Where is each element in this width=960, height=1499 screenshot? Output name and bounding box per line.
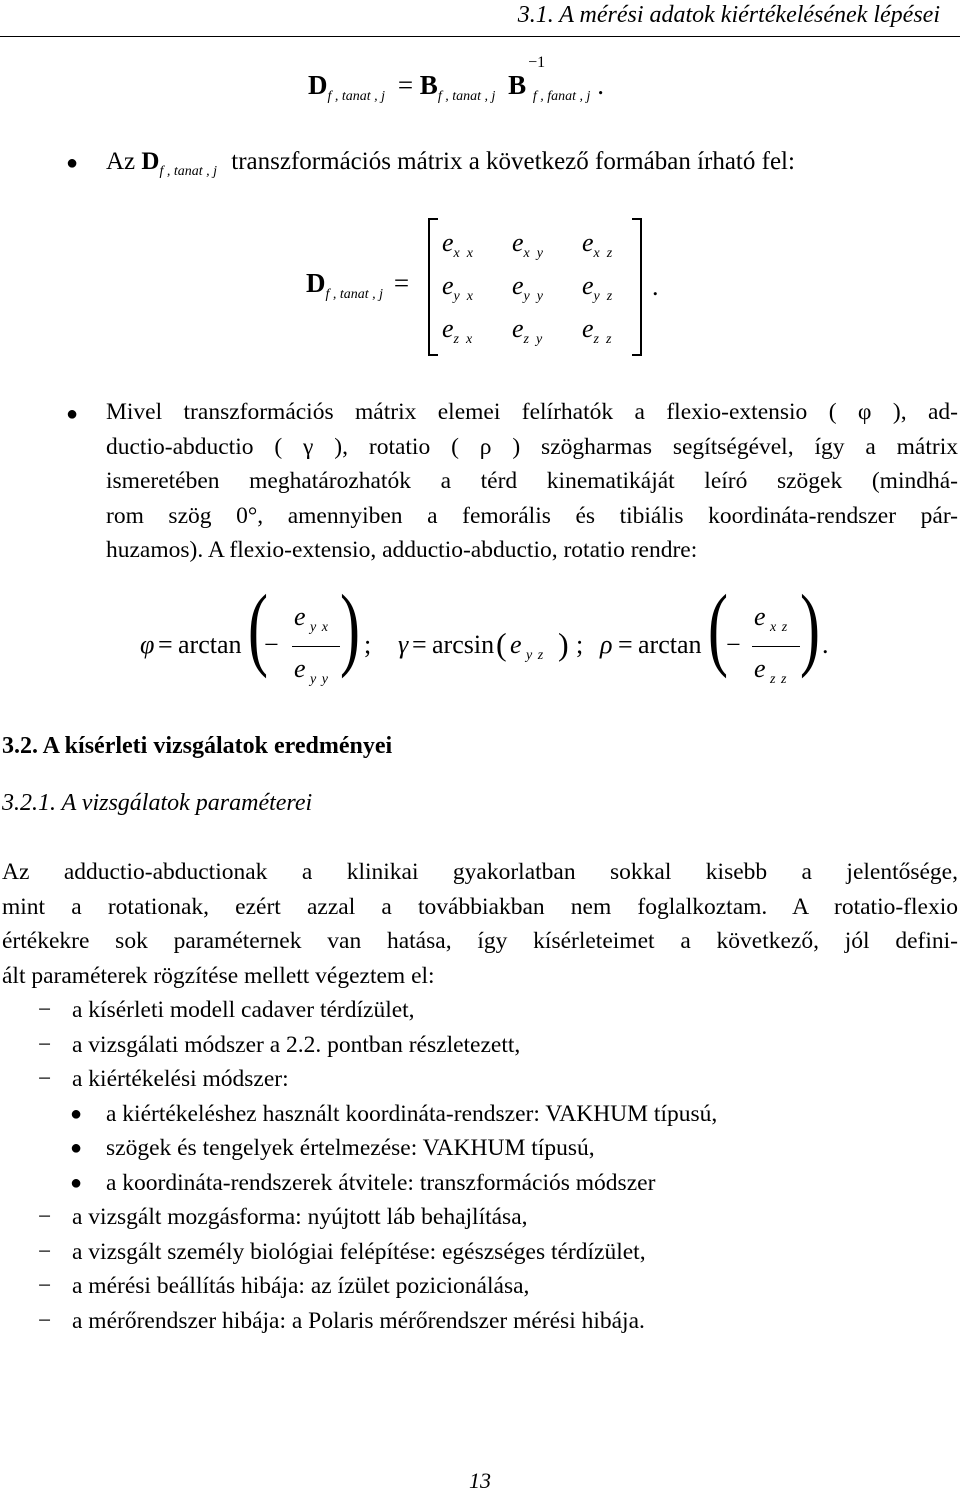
header-divider bbox=[0, 36, 960, 37]
matrix-cell: $e_{z z}$ bbox=[582, 314, 612, 347]
bullet-icon: ● bbox=[70, 1137, 83, 1159]
equation-d-product: $D_{f , tanat , j} = B_{f , tanat , j}$ B −1 $_{f , fanat , j}$ . bbox=[308, 54, 604, 104]
dash-icon: − bbox=[38, 1238, 52, 1265]
bullet-icon: ● bbox=[66, 152, 79, 174]
fraction-bar bbox=[292, 646, 340, 647]
dash-icon: − bbox=[38, 997, 52, 1023]
matrix-cell: $e_{x y}$ bbox=[512, 228, 543, 261]
list-item: ● a kiértékeléshez használt koordináta-rendszer: VAKHUM típusú, bbox=[0, 1097, 960, 1132]
right-paren: ) bbox=[340, 576, 360, 679]
matrix-cell: $e_{x z}$ bbox=[582, 228, 613, 261]
matrix-cell: $e_{y y}$ bbox=[512, 271, 543, 304]
matrix-lhs: $D_{f , tanat , j}$ = bbox=[306, 268, 410, 302]
parameter-list bbox=[0, 993, 960, 1338]
text-line: rom szög 0°, amennyiben a femorális és tibiális koordináta-rendszer pár- bbox=[106, 502, 958, 529]
dash-icon: − bbox=[38, 1273, 52, 1299]
list-item: − a mérési beállítás hibája: az ízület pozicionálása, bbox=[0, 1269, 960, 1304]
left-paren: ( bbox=[496, 626, 507, 662]
text-line: ismeretében meghatározhatók a térd kinematikáját leíró szögek (mindhá- bbox=[106, 468, 958, 494]
text-line: mint a rotationak, ezért azzal a továbbiakban nem foglalkoztam. A rotatio-flexio bbox=[2, 893, 958, 920]
bullet-icon: ● bbox=[70, 1171, 83, 1194]
matrix-cell: $e_{z x}$ bbox=[442, 314, 473, 347]
text-line: Az adductio-abductionak a klinikai gyakorlatban sokkal kisebb a jelentősége, bbox=[2, 859, 958, 885]
matrix-cell: $e_{y z}$ bbox=[582, 271, 613, 304]
left-paren: ( bbox=[248, 576, 268, 679]
matrix-cell: $e_{y x}$ bbox=[442, 271, 473, 304]
matrix-cell: $e_{z y}$ bbox=[512, 314, 543, 347]
matrix-left-bracket bbox=[428, 218, 438, 356]
page-header-title: 3.1. A mérési adatok kiértékelésének lépései bbox=[517, 2, 940, 28]
angle-equations: φ = arctan ( − e y x e y y ) ; γ = arcsin ( e y z ) ; ρ = arctan ( − e x z e z z ) . bbox=[140, 576, 829, 687]
list-item: ● szögek és tengelyek értelmezése: VAKHUM típusú, bbox=[0, 1131, 960, 1166]
bullet-icon: ● bbox=[66, 403, 79, 425]
list-item: − a vizsgálati módszer a 2.2. pontban részletezett, bbox=[0, 1028, 960, 1063]
text-line: Mivel transzformációs mátrix elemei felírhatók a flexio-extensio ( φ ), ad- bbox=[106, 399, 958, 425]
list-item: − a vizsgált személy biológiai felépítése: egészséges térdízület, bbox=[0, 1235, 960, 1270]
bullet1-text: Az $D_{f , tanat , j}$ transzformációs mátrix a következő formában írható fel: bbox=[106, 148, 795, 179]
text-line: ductio-abductio ( γ ), rotatio ( ρ ) szögharmas segítségével, így a mátrix bbox=[106, 433, 958, 460]
text-line: értékekre sok paraméternek van hatása, így kísérleteimet a következő, jól defini- bbox=[2, 928, 958, 954]
page-number: 13 bbox=[469, 1468, 491, 1493]
right-paren: ) bbox=[558, 626, 569, 662]
section-title: 3.2. A kísérleti vizsgálatok eredményei bbox=[2, 733, 393, 759]
list-item: − a kiértékelési módszer: bbox=[0, 1062, 960, 1097]
subsection-title: 3.2.1. A vizsgálatok paraméterei bbox=[2, 790, 313, 816]
right-paren: ) bbox=[800, 576, 820, 679]
dash-icon: − bbox=[38, 1066, 52, 1092]
matrix-grid bbox=[442, 228, 632, 348]
bullet2-paragraph bbox=[106, 395, 958, 568]
dash-icon: − bbox=[38, 1307, 52, 1334]
dash-icon: − bbox=[38, 1204, 52, 1230]
bullet-icon: ● bbox=[70, 1102, 83, 1125]
fraction-bar bbox=[752, 646, 800, 647]
list-item: ● a koordináta-rendszerek átvitele: transzformációs módszer bbox=[0, 1166, 960, 1201]
left-paren: ( bbox=[708, 576, 728, 679]
list-item: − a mérőrendszer hibája: a Polaris mérőrendszer mérési hibája. bbox=[0, 1304, 960, 1339]
text-line: huzamos). A flexio-extensio, adductio-abductio, rotatio rendre: bbox=[106, 537, 698, 563]
list-item: − a kísérleti modell cadaver térdízület, bbox=[0, 993, 960, 1028]
list-item: − a vizsgált mozgásforma: nyújtott láb behajlítása, bbox=[0, 1200, 960, 1235]
text-line: ált paraméterek rögzítése mellett végeztem el: bbox=[2, 962, 435, 989]
dash-icon: − bbox=[38, 1031, 52, 1058]
matrix-cell: $e_{x x}$ bbox=[442, 228, 473, 261]
matrix-end-period: . bbox=[652, 272, 659, 301]
matrix-right-bracket bbox=[632, 218, 642, 356]
body-paragraph bbox=[2, 855, 958, 993]
